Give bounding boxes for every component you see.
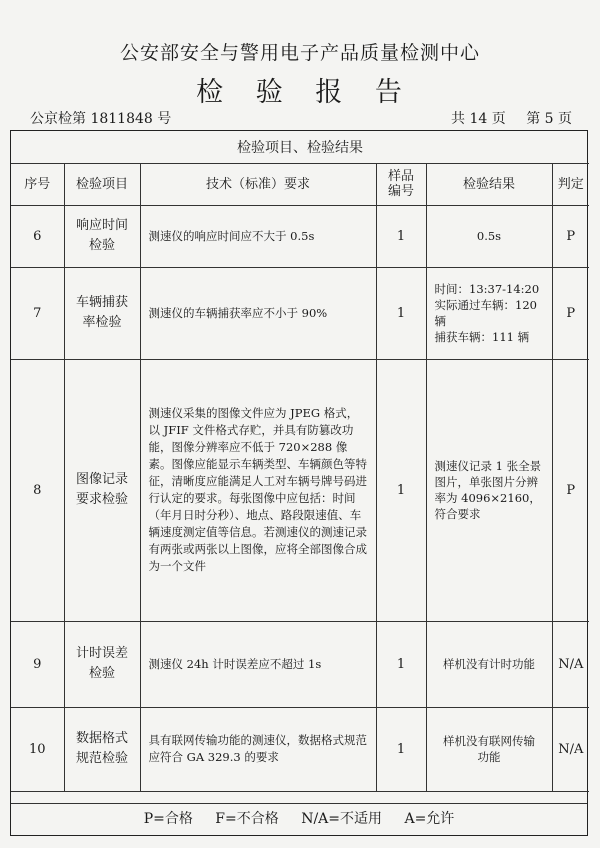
row-sample: 1 — [376, 707, 426, 791]
row-item: 响应时间 检验 — [64, 205, 140, 267]
row-result: 0.5s — [426, 205, 552, 267]
row-seq: 7 — [11, 267, 64, 359]
report-title: 检 验 报 告 — [196, 77, 404, 108]
row-verdict: N/A — [552, 621, 589, 707]
row-sample: 1 — [376, 267, 426, 359]
col-item: 检验项目 — [64, 163, 140, 205]
row-requirement: 测速仪的车辆捕获率应不小于 90% — [140, 267, 376, 359]
results-frame — [10, 130, 588, 836]
total-pages: 共 14 页 — [451, 111, 506, 127]
legend-fail: F=不合格 — [215, 811, 279, 827]
col-sample: 样品 编号 — [376, 163, 426, 205]
row-seq: 9 — [11, 621, 64, 707]
page-info — [451, 108, 572, 128]
report-number: 公京检第 1811848 号 — [30, 111, 172, 127]
row-item: 车辆捕获 率检验 — [64, 267, 140, 359]
row-requirement: 测速仪的响应时间应不大于 0.5s — [140, 205, 376, 267]
legend-allow: A=允许 — [404, 811, 455, 827]
row-result: 测速仪记录 1 张全景图片，单张图片分辨率为 4096×2160，符合要求 — [426, 359, 552, 621]
row-verdict: P — [552, 205, 589, 267]
header-row — [11, 163, 589, 205]
legend-pass: P=合格 — [143, 811, 193, 827]
row-result: 时间：13:37-14:20 实际通过车辆：120 辆 捕获车辆：111 辆 — [426, 267, 552, 359]
section-title-row — [11, 131, 589, 163]
row-item: 图像记录 要求检验 — [64, 359, 140, 621]
table-row — [11, 359, 589, 621]
row-verdict: N/A — [552, 707, 589, 791]
results-table — [11, 131, 589, 792]
row-result: 样机没有联网传输 功能 — [426, 707, 552, 791]
verdict-legend — [11, 803, 587, 835]
col-verdict: 判定 — [552, 163, 589, 205]
row-seq: 10 — [11, 707, 64, 791]
table-row — [11, 205, 589, 267]
row-requirement: 测速仪 24h 计时误差应不超过 1s — [140, 621, 376, 707]
table-row — [11, 707, 589, 791]
organization-name: 公安部安全与警用电子产品质量检测中心 — [119, 42, 480, 64]
row-verdict: P — [552, 267, 589, 359]
row-result: 样机没有计时功能 — [426, 621, 552, 707]
current-page: 第 5 页 — [526, 111, 572, 127]
row-item: 数据格式 规范检验 — [64, 707, 140, 791]
row-sample: 1 — [376, 205, 426, 267]
row-sample: 1 — [376, 359, 426, 621]
row-item: 计时误差 检验 — [64, 621, 140, 707]
section-title: 检验项目、检验结果 — [11, 131, 589, 163]
col-seq: 序号 — [11, 163, 64, 205]
row-seq: 8 — [11, 359, 64, 621]
row-requirement: 测速仪采集的图像文件应为 JPEG 格式，以 JFIF 文件格式存贮，并具有防篡改功能，图像分辨率应不低于 720×288 像素。图像应能显示车辆类型、车辆颜色等特征，清晰度应能满足人工对车辆号牌号码进行认定的要求。每张图像中应包括：时间（年月日时分秒）、地点、路段限速值、车辆速度测定值等信息。若测速仪的测速记录有两张或两张以上图像，应将全部图像合成为一个文件 — [140, 359, 376, 621]
table-row — [11, 621, 589, 707]
table-row — [11, 267, 589, 359]
row-verdict: P — [552, 359, 589, 621]
col-requirement: 技术（标准）要求 — [140, 163, 376, 205]
row-requirement: 具有联网传输功能的测速仪，数据格式规范应符合 GA 329.3 的要求 — [140, 707, 376, 791]
row-sample: 1 — [376, 621, 426, 707]
col-result: 检验结果 — [426, 163, 552, 205]
row-seq: 6 — [11, 205, 64, 267]
legend-na: N/A=不适用 — [301, 811, 383, 827]
